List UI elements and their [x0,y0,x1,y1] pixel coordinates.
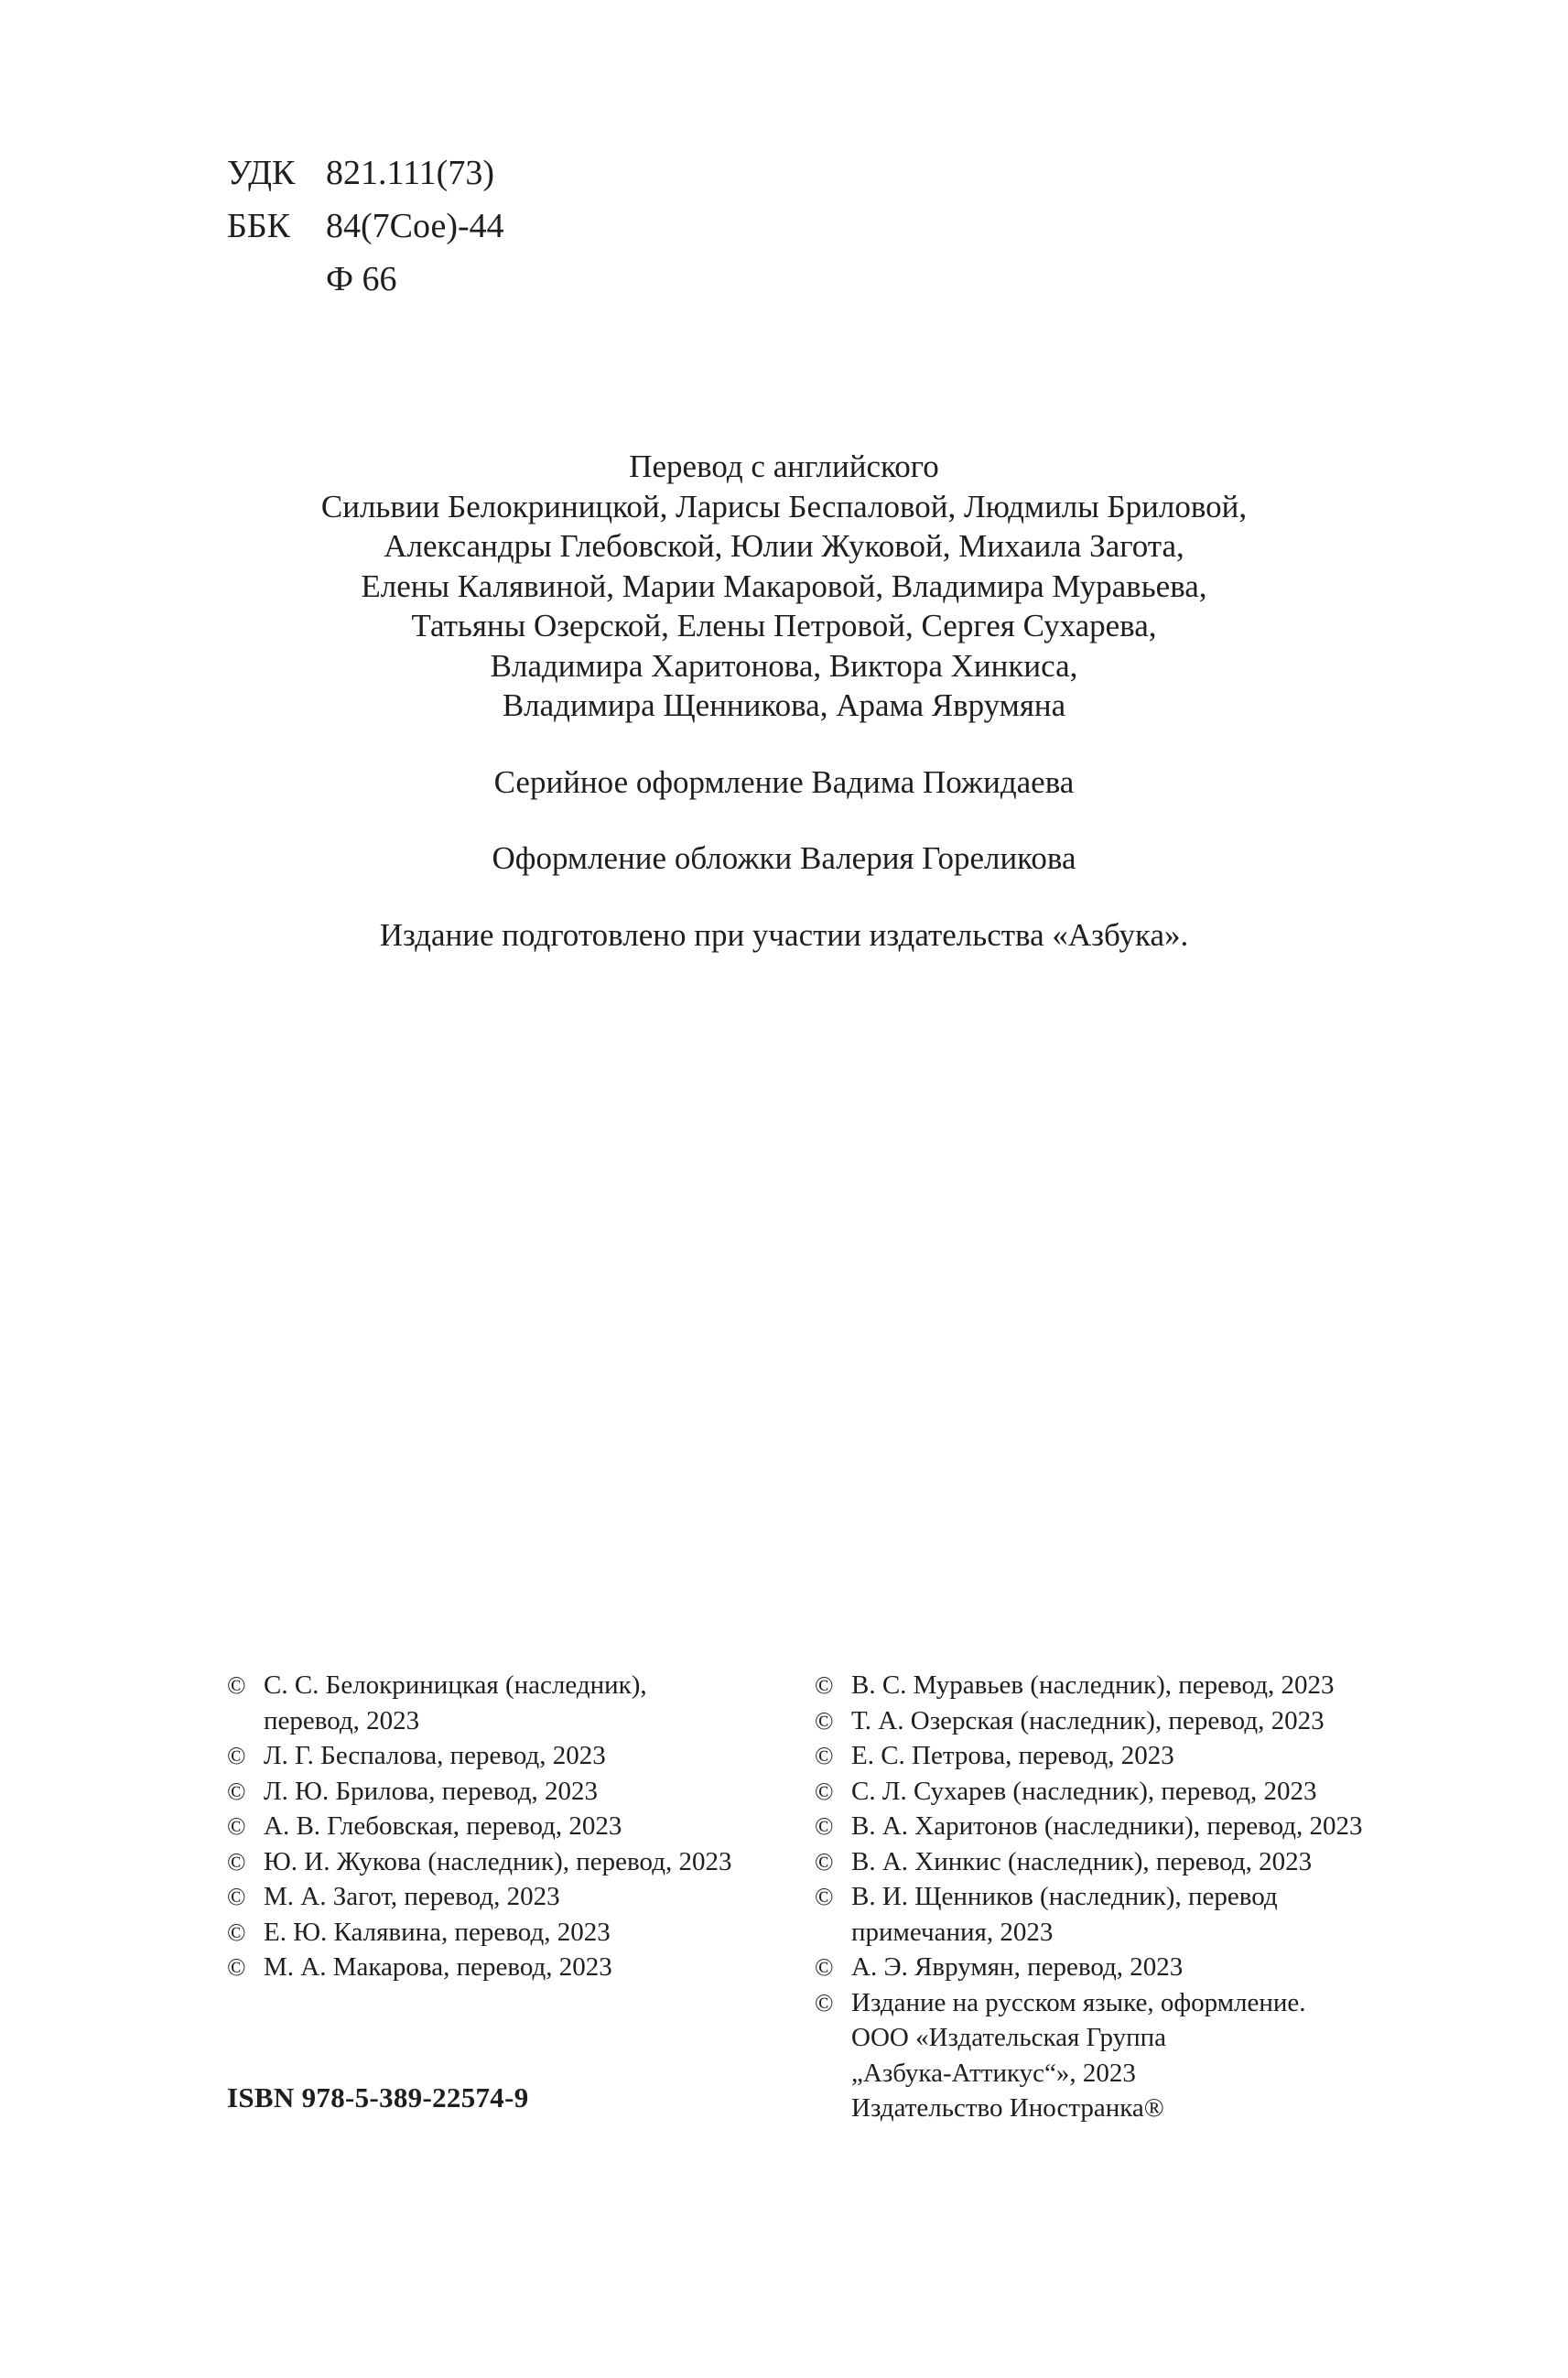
copyright-entry [815,1809,1455,1844]
isbn: ISBN 978-5-389-22574-9 [227,2081,529,2113]
copyright-icon: © [227,1671,246,1699]
copyright-text: Л. Ю. Брилова, перевод, 2023 [264,1776,598,1806]
copyright-entry [227,1950,822,1985]
copyright-text: Ю. И. Жукова (наследник), перевод, 2023 [264,1846,732,1876]
copyright-entry [815,1738,1455,1774]
translators-list [0,447,1568,726]
copyright-icon: © [815,1706,834,1735]
copyright-entry [815,1703,1455,1739]
copyright-text: С. Л. Сухарев (наследник), перевод, 2023 [851,1776,1317,1806]
translators-line: Сильвии Белокриницкой, Ларисы Беспаловой, Людмилы Бриловой, [320,488,1248,524]
translators-line: Владимира Щенникова, Арама Яврумяна [502,687,1066,723]
credits-block [0,447,1568,955]
copyright-icon: © [227,1918,246,1946]
copyright-text: С. С. Белокриницкая (наследник), [264,1670,647,1700]
copyright-text: А. Э. Яврумян, перевод, 2023 [851,1952,1184,1982]
series-design-credit: Серийное оформление Вадима Пожидаева [493,763,1075,800]
copyright-text: Издательство Иностранка® [851,2093,1164,2123]
copyright-entry [227,1844,822,1880]
copyright-entry [227,1879,822,1915]
copyright-icon: © [227,1883,246,1910]
author-mark: Ф 66 [326,260,397,298]
copyright-icon: © [815,1812,834,1840]
copyright-text: „Азбука-Аттикус“», 2023 [851,2058,1136,2088]
copyright-text: примечания, 2023 [851,1917,1054,1947]
copyright-text: В. И. Щенников (наследник), перевод [851,1882,1278,1911]
copyright-icon: © [815,1953,834,1981]
udk-row [227,146,504,200]
bbk-label: ББК [227,207,290,245]
copyright-text: В. А. Харитонов (наследники), перевод, 2023 [851,1811,1363,1841]
copyright-column-left [227,1668,822,1985]
copyright-icon: © [227,1777,246,1805]
translators-line: Александры Глебовской, Юлии Жуковой, Михаила Загота, [384,528,1184,564]
copyright-icon: © [815,1988,834,2016]
copyright-entry [815,1668,1455,1703]
copyright-text: В. С. Муравьев (наследник), перевод, 2023 [851,1670,1335,1700]
spacer [0,802,1568,838]
copyright-text: М. А. Загот, перевод, 2023 [264,1882,560,1911]
copyright-column-right [815,1668,1455,2126]
classification-block [227,146,504,306]
copyright-icon: © [227,1953,246,1981]
copyright-entry [227,1915,822,1951]
copyright-text: А. В. Глебовская, перевод, 2023 [264,1811,622,1841]
copyright-entry [815,1950,1455,1985]
copyright-entry [815,1879,1455,1950]
udk-label: УДК [227,154,296,192]
spacer [0,726,1568,762]
udk-value: 821.111(73) [326,154,494,192]
copyright-entry [227,1668,822,1738]
copyright-icon: © [815,1777,834,1805]
copyright-entry [815,1774,1455,1810]
copyright-icon: © [815,1742,834,1769]
bbk-value: 84(7Сое)-44 [326,207,504,245]
copyright-text: Издание на русском языке, оформление. [851,1987,1306,2017]
copyright-entry [227,1738,822,1774]
copyright-entry [227,1809,822,1844]
copyright-icon: © [815,1847,834,1875]
copyright-icon: © [815,1883,834,1910]
copyright-text: Л. Г. Беспалова, перевод, 2023 [264,1741,606,1770]
copyright-text: В. А. Хинкис (наследник), перевод, 2023 [851,1846,1313,1876]
copyright-icon: © [227,1742,246,1769]
copyright-text: М. А. Макарова, перевод, 2023 [264,1952,612,1982]
copyright-entry [815,1844,1455,1880]
copyright-icon: © [815,1671,834,1699]
copyright-entry [227,1774,822,1810]
cover-design-credit: Оформление обложки Валерия Гореликова [492,840,1076,876]
translators-line: Елены Калявиной, Марии Макаровой, Владимира Муравьева, [361,567,1207,604]
translators-line: Татьяны Озерской, Елены Петровой, Сергея Сухарева, [411,608,1157,643]
bbk-row [227,200,504,253]
copyright-entry [815,1985,1455,2126]
copyright-icon: © [227,1847,246,1875]
copyright-icon: © [227,1812,246,1840]
publisher-note: Издание подготовлено при участии издательства «Азбука». [379,916,1189,953]
copyright-text: перевод, 2023 [264,1705,420,1735]
copyright-text: Т. А. Озерская (наследник), перевод, 2023 [851,1705,1325,1735]
translation-heading: Перевод с английского [629,449,939,484]
copyright-text: Е. С. Петрова, перевод, 2023 [851,1741,1174,1770]
spacer [0,879,1568,915]
copyright-text: ООО «Издательская Группа [851,2023,1167,2052]
copyright-text: Е. Ю. Калявина, перевод, 2023 [264,1917,611,1947]
translators-line: Владимира Харитонова, Виктора Хинкиса, [490,647,1078,684]
